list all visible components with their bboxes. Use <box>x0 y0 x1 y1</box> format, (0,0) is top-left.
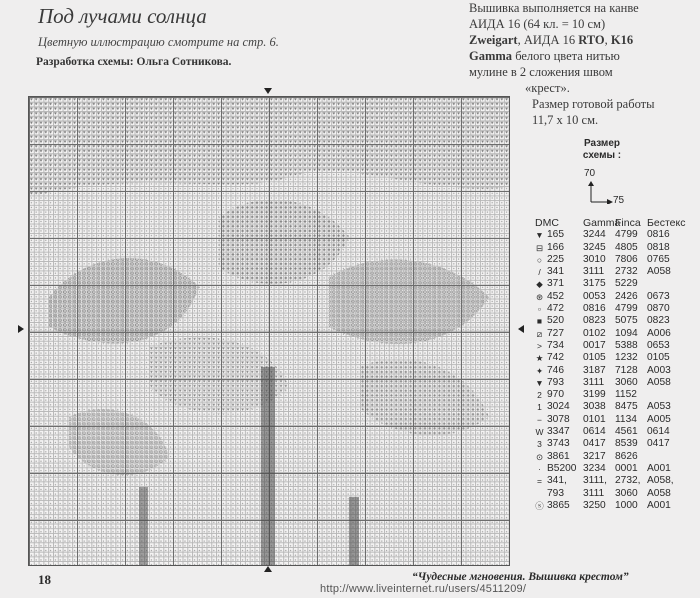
legend-dmc <box>535 328 583 340</box>
legend-dmc <box>535 229 583 241</box>
bestex-code: A053 <box>647 401 671 413</box>
brand-gamma: Gamma <box>469 49 513 63</box>
bestex-code: 0870 <box>647 303 670 315</box>
bestex-code: A001 <box>647 499 671 511</box>
finca-code: 1094 <box>615 327 638 339</box>
dmc-code: 165 <box>547 229 564 241</box>
bestex-code: A058, <box>647 475 674 487</box>
header-finca: Finca <box>615 217 641 229</box>
watermark-url: http://www.liveinternet.ru/users/4511209/ <box>320 583 527 595</box>
triangle-down-icon: ▼ <box>535 377 544 388</box>
legend-row <box>535 488 683 500</box>
finca-code: 2426 <box>615 290 638 302</box>
legend-row <box>535 315 683 327</box>
legend-dmc <box>535 401 583 413</box>
legend-row <box>535 254 683 266</box>
brand-zweigart: Zweigart <box>469 33 518 47</box>
finca-code: 8539 <box>615 438 638 450</box>
finca-code: 8626 <box>615 450 638 462</box>
bestex-code <box>647 389 683 401</box>
legend-dmc <box>535 414 583 426</box>
boxed-slash-icon: ⧄ <box>536 328 543 339</box>
chart-pattern <box>29 97 509 565</box>
legend-row <box>535 451 683 463</box>
finca-code: 4799 <box>615 303 638 315</box>
legend-dmc <box>535 463 583 475</box>
legend-dmc <box>535 488 583 500</box>
gamma-code: 0614 <box>583 426 606 438</box>
bestex-code: A005 <box>647 413 671 425</box>
bestex-code: A006 <box>647 327 671 339</box>
legend-row <box>535 475 683 487</box>
finca-code: 3060 <box>615 376 638 388</box>
finca-code: 2732, <box>615 475 641 487</box>
gamma-code: 0105 <box>583 352 606 364</box>
legend-dmc <box>535 500 583 512</box>
dmc-code: 3743 <box>547 438 570 450</box>
gamma-code: 0816 <box>583 303 606 315</box>
legend-row <box>535 365 683 377</box>
dmc-code: 746 <box>547 364 564 376</box>
circle-icon: ○ <box>536 254 543 265</box>
info-fragment: , <box>604 33 611 47</box>
gamma-code: 0823 <box>583 315 606 327</box>
gamma-code: 3111 <box>583 266 605 278</box>
gamma-code: 3217 <box>583 450 606 462</box>
bestex-code: 0818 <box>647 241 670 253</box>
dmc-code: 371 <box>547 278 564 290</box>
legend-row <box>535 389 683 401</box>
gamma-code: 0053 <box>583 290 606 302</box>
finca-code: 5229 <box>615 278 638 290</box>
legend-row <box>535 291 683 303</box>
bestex-code: 0765 <box>647 253 670 265</box>
legend-dmc <box>535 426 583 438</box>
dmc-code: 520 <box>547 315 564 327</box>
letter-w-icon: W <box>535 427 544 438</box>
dmc-code: 742 <box>547 352 564 364</box>
legend-row <box>535 352 683 364</box>
bestex-code: 0614 <box>647 426 670 438</box>
finca-code: 1152 <box>615 389 637 401</box>
legend-dmc <box>535 315 583 327</box>
center-marker-bottom <box>264 566 272 572</box>
header-gamma: Gamma <box>583 217 621 229</box>
scheme-height: 70 <box>584 168 596 179</box>
legend-rows <box>535 229 683 512</box>
gamma-code: 3111 <box>583 487 605 499</box>
gamma-code: 3234 <box>583 462 606 474</box>
finca-code: 2732 <box>615 266 638 278</box>
gamma-code: 3111, <box>583 475 607 487</box>
center-marker-right <box>518 325 524 333</box>
dmc-code: 3865 <box>547 499 570 511</box>
gamma-code: 0417 <box>583 438 606 450</box>
dmc-code: 734 <box>547 339 564 351</box>
gamma-code: 3199 <box>583 389 606 401</box>
bestex-code: A058 <box>647 266 671 278</box>
dmc-code: 3078 <box>547 413 570 425</box>
gamma-code: 3175 <box>583 278 606 290</box>
bestex-code: A003 <box>647 364 671 376</box>
finca-code: 3060 <box>615 487 638 499</box>
info-line: Размер готовой работы <box>532 97 655 111</box>
size-axes-icon <box>588 180 614 204</box>
info-line: Вышивка выполняется на канве <box>469 1 639 15</box>
legend-row <box>535 414 683 426</box>
finca-code: 5075 <box>615 315 638 327</box>
dmc-code: 3861 <box>547 450 570 462</box>
legend-row <box>535 401 683 413</box>
dmc-code: 727 <box>547 327 564 339</box>
star-icon: ★ <box>535 353 544 364</box>
gamma-code: 3038 <box>583 401 606 413</box>
dmc-code: 166 <box>547 241 564 253</box>
finca-code: 1000 <box>615 499 638 511</box>
cross-stitch-chart <box>28 96 510 566</box>
bestex-code: A058 <box>647 376 671 388</box>
magazine-title: “Чудесные мгновения. Вышивка крестом” <box>412 571 629 583</box>
legend-row <box>535 328 683 340</box>
scheme-width: 75 <box>613 195 625 206</box>
center-marker-left <box>18 325 24 333</box>
number-two-icon: 2 <box>537 390 542 401</box>
equals-icon: = <box>537 476 542 487</box>
legend-dmc <box>535 291 583 303</box>
center-marker-top <box>264 88 272 94</box>
dmc-code: 225 <box>547 253 564 265</box>
legend-dmc <box>535 266 583 278</box>
header-dmc: DMC <box>535 217 559 229</box>
greater-than-icon: > <box>537 340 542 351</box>
legend-row <box>535 377 683 389</box>
gamma-code: 3244 <box>583 229 606 241</box>
info-line: 11,7 х 10 см. <box>532 113 599 127</box>
legend-row <box>535 438 683 450</box>
legend-row <box>535 303 683 315</box>
info-line: «крест». <box>525 81 570 95</box>
filled-square-icon: ■ <box>536 316 543 327</box>
dmc-code: 452 <box>547 290 564 302</box>
legend-row <box>535 266 683 278</box>
legend-dmc <box>535 303 583 315</box>
dash-icon: − <box>537 414 542 425</box>
bestex-code: A058 <box>647 487 671 499</box>
boxed-minus-icon: ⊟ <box>535 242 544 253</box>
author-credit: Разработка схемы: Ольга Сотникова. <box>36 56 232 68</box>
info-line <box>469 48 639 64</box>
boxed-three-icon: 3 <box>537 439 542 450</box>
brand-rto: RTO <box>578 33 605 47</box>
slash-icon: / <box>538 267 541 278</box>
number-one-icon: 1 <box>537 402 542 413</box>
bestex-code: 0417 <box>647 438 670 450</box>
gamma-code: 3245 <box>583 241 606 253</box>
legend-dmc <box>535 254 583 266</box>
legend-row <box>535 500 683 512</box>
legend-dmc <box>535 475 583 487</box>
dmc-code: 3347 <box>547 426 570 438</box>
bestex-code <box>647 278 683 290</box>
striped-diamond-icon: ✦ <box>535 365 544 376</box>
gamma-code: 0101 <box>583 413 606 425</box>
finca-code: 8475 <box>615 401 638 413</box>
legend-dmc <box>535 389 583 401</box>
circled-s-icon: ⓢ <box>535 500 544 511</box>
bestex-code: 0653 <box>647 339 670 351</box>
gamma-code: 0102 <box>583 327 606 339</box>
dmc-code: 793 <box>547 376 564 388</box>
diamond-icon: ◆ <box>536 279 543 290</box>
legend-header <box>535 217 686 229</box>
finca-code: 0001 <box>615 462 638 474</box>
circled-dot-icon: ⊙ <box>535 451 544 462</box>
finca-code: 7806 <box>615 253 638 265</box>
gamma-code: 3250 <box>583 499 606 511</box>
legend-row <box>535 229 683 241</box>
legend-dmc <box>535 340 583 352</box>
gamma-code: 3010 <box>583 253 606 265</box>
finca-code: 1232 <box>615 352 638 364</box>
legend-dmc <box>535 242 583 254</box>
finca-code: 5388 <box>615 339 638 351</box>
bestex-code: 0823 <box>647 315 670 327</box>
circled-dots-icon: ⊛ <box>535 291 544 302</box>
dmc-code: 3024 <box>547 401 570 413</box>
scheme-size-label: Размер схемы : <box>582 138 622 161</box>
page-number: 18 <box>38 572 51 587</box>
legend-row <box>535 278 683 290</box>
legend-dmc <box>535 377 583 389</box>
legend-dmc <box>535 438 583 450</box>
page-title: Под лучами солнца <box>38 4 207 28</box>
info-line: АИДА 16 (64 кл. = 10 см) <box>469 17 606 31</box>
finca-code: 4799 <box>615 229 638 241</box>
dmc-code: 793 <box>547 487 564 499</box>
brand-k16: K16 <box>610 33 634 47</box>
dmc-code: 341 <box>547 266 564 278</box>
legend-dmc <box>535 352 583 364</box>
dmc-code: B5200 <box>547 462 577 474</box>
bestex-code: 0105 <box>647 352 670 364</box>
triangle-down-icon: ▼ <box>535 230 544 241</box>
color-legend <box>535 217 686 512</box>
bestex-code: 0816 <box>647 229 670 241</box>
legend-dmc <box>535 451 583 463</box>
bestex-code: 0673 <box>647 290 670 302</box>
legend-dmc <box>535 365 583 377</box>
bestex-code <box>647 451 683 463</box>
small-square-icon: ▫ <box>537 304 541 315</box>
gamma-code: 0017 <box>583 339 606 351</box>
dmc-code: 970 <box>547 389 564 401</box>
info-line: мулине в 2 сложения швом <box>469 65 613 79</box>
dmc-code: 472 <box>547 303 564 315</box>
gamma-code: 3187 <box>583 364 606 376</box>
finca-code: 4561 <box>615 426 638 438</box>
header-bestex: Бестекс <box>647 217 686 229</box>
legend-row <box>535 426 683 438</box>
finca-code: 7128 <box>615 364 638 376</box>
dmc-code: 341, <box>547 475 567 487</box>
small-dot-icon: · <box>538 463 541 474</box>
gamma-code: 3111 <box>583 376 605 388</box>
illustration-note: Цветную иллюстрацию смотрите на стр. 6. <box>38 35 279 49</box>
legend-dmc <box>535 278 583 290</box>
finca-code: 1134 <box>615 413 637 425</box>
bestex-code: A001 <box>647 462 671 474</box>
legend-row <box>535 463 683 475</box>
finca-code: 4805 <box>615 241 638 253</box>
info-line <box>469 32 639 48</box>
info-fragment: , АИДА 16 <box>517 33 579 47</box>
info-fragment: белого цвета нитью <box>512 49 620 63</box>
legend-row <box>535 242 683 254</box>
legend-row <box>535 340 683 352</box>
